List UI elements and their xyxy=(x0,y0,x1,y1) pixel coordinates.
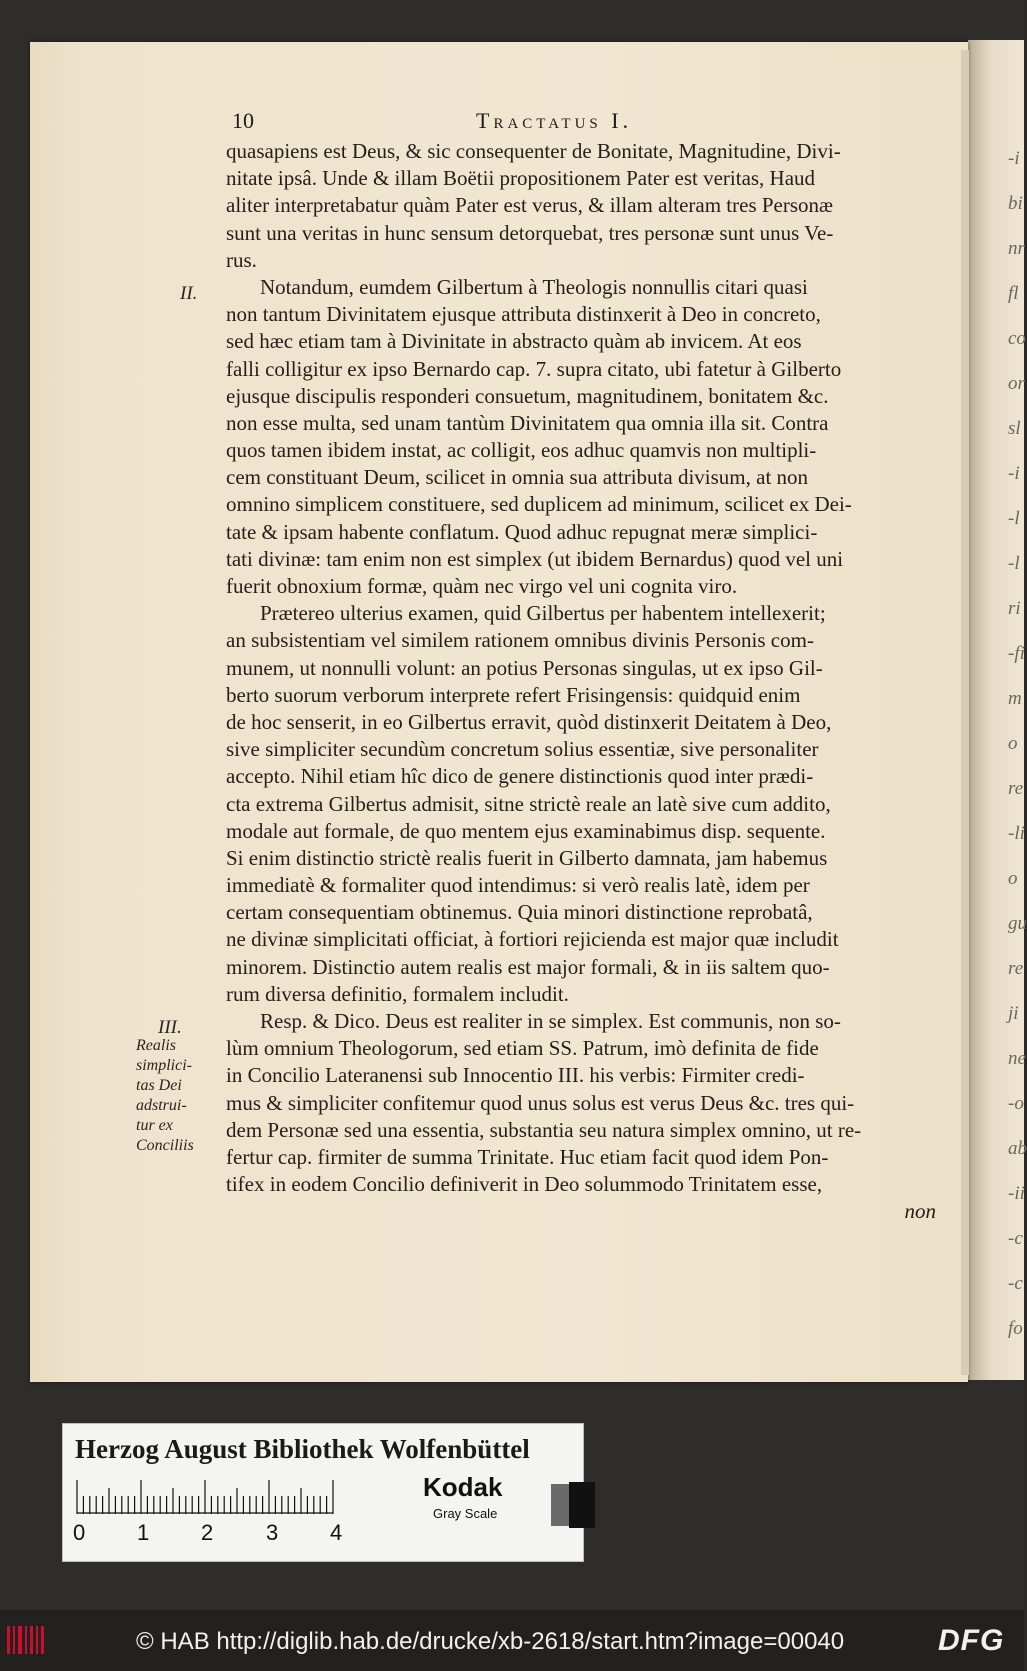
text-line: immediatè & formaliter quod intendimus: si verò realis latè, idem per xyxy=(226,873,810,898)
facing-page-fragment: ab xyxy=(1008,1138,1027,1159)
facing-page-fragment: re xyxy=(1008,778,1024,799)
text-line: accepto. Nihil etiam hîc dico de genere distinctionis quod inter prædi- xyxy=(226,764,814,789)
text-line: quasapiens est Deus, & sic consequenter de Bonitate, Magnitudine, Divi- xyxy=(226,139,841,163)
text-line: rum diversa definitio, formalem includit. xyxy=(226,981,569,1006)
text-line: tati divinæ: tam enim non est simplex (ut ibidem Bernardus) quod vel uni xyxy=(226,546,844,571)
text-line: aliter interpretabatur quàm Pater est verus, & illam alteram tres Personæ xyxy=(226,193,834,218)
gray-scale-label: Gray Scale xyxy=(433,1506,498,1521)
facing-page-edge xyxy=(968,40,1027,1380)
text-line: an subsistentiam vel similem rationem omnibus divinis Personis com- xyxy=(226,628,814,653)
text-line: Si enim distinctio strictè realis fuerit in Gilberto damnata, jam habemus xyxy=(226,845,828,870)
facing-page-fragment: ne xyxy=(1008,1048,1026,1069)
facing-page-fragment: or xyxy=(1008,373,1025,394)
margin-note-line: adstrui- xyxy=(136,1097,187,1114)
scale-ruler xyxy=(75,1480,397,1514)
margin-note-line: Realis xyxy=(136,1037,176,1054)
margin-note-line: Conciliis xyxy=(136,1137,194,1154)
text-line: de hoc senserit, in eo Gilbertus erravit, quòd distinxerit Deitatem à Deo, xyxy=(226,709,832,734)
ruler-number: 1 xyxy=(137,1520,150,1545)
facing-page-fragment: o xyxy=(1008,733,1018,754)
page-number: 10 xyxy=(232,108,254,133)
facing-page-fragment: co xyxy=(1008,328,1026,349)
text-line: fuerit obnoxium formæ, quàm nec virgo vel uni cognita viro. xyxy=(226,574,738,598)
text-line: nitate ipsâ. Unde & illam Boëtii propositionem Pater est veritas, Haud xyxy=(226,166,816,191)
text-line: in Concilio Lateranensi sub Innocentio III. his verbis: Firmiter credi- xyxy=(226,1063,805,1088)
text-line: Resp. & Dico. Deus est realiter in se simplex. Est communis, non so- xyxy=(260,1009,841,1033)
facing-page-fragment: -li xyxy=(1008,823,1025,844)
gray-swatch xyxy=(551,1482,595,1528)
section-number-ii: II. xyxy=(180,283,198,304)
text-line: omnino simplicem constituere, sed duplicem ad minimum, scilicet ex Dei- xyxy=(226,492,852,517)
text-line: non tantum Divinitatem ejusque attributa distinxerit à Deo in concreto, xyxy=(226,302,821,327)
section-number-iii: III. xyxy=(158,1017,182,1038)
facing-page-fragment: -i xyxy=(1008,463,1020,484)
text-line: ne divinæ simplicitati officiat, à fortiori rejicienda est major quæ includit xyxy=(226,927,839,952)
ruler-number: 3 xyxy=(266,1520,279,1545)
facing-page-fragment: nr xyxy=(1008,238,1025,259)
text-line: cem constituant Deum, scilicet in omnia sua attributa divisum, at non xyxy=(226,465,809,490)
page-gutter xyxy=(961,50,969,1375)
dfg-logo: DFG xyxy=(938,1624,1005,1657)
text-line: modale aut formale, de quo mentem ejus examinabimus disp. sequente. xyxy=(226,818,826,843)
facing-page-fragment: o xyxy=(1008,868,1018,889)
footer-bar xyxy=(0,1610,1024,1671)
facing-page-fragment: -fi xyxy=(1008,643,1025,664)
text-line: dem Personæ sed una essentia, substantia seu natura simplex omnino, ut re- xyxy=(226,1117,862,1142)
text-line: berto suorum verborum interprete refert Frisingensis: quidquid enim xyxy=(226,682,801,707)
color-checker-card xyxy=(62,1423,584,1562)
text-line: sed hæc etiam tam à Divinitate in abstracto quàm ab invicem. At eos xyxy=(226,329,802,354)
footer-link[interactable]: © HAB http://diglib.hab.de/drucke/xb-2618/start.htm?image=00040 xyxy=(136,1628,845,1655)
margin-note xyxy=(136,1036,216,1156)
margin-note-line: tur ex xyxy=(136,1117,173,1134)
ruler-number: 2 xyxy=(201,1520,214,1545)
text-line: certam consequentiam obtinemus. Quia minori distinctione reprobatâ, xyxy=(226,900,813,925)
facing-page-fragment: -ii xyxy=(1008,1183,1025,1204)
hab-barcode-icon xyxy=(6,1624,46,1656)
facing-page-fragment: sl xyxy=(1008,418,1021,439)
text-line: sunt una veritas in hunc sensum detorquebat, tres personæ sunt unus Ve- xyxy=(226,220,834,245)
text-line: munem, ut nonnulli volunt: an potius Personas singulas, ut ex ipso Gil- xyxy=(226,655,823,680)
text-line: lùm omnium Theologorum, sed etiam SS. Patrum, imò definita de fide xyxy=(226,1036,819,1061)
text-line: tifex in eodem Concilio definiverit in Deo solummodo Trinitatem esse, xyxy=(226,1172,823,1197)
ruler-numbers xyxy=(75,1520,375,1544)
text-line: sive simpliciter secundùm concretum solius essentiæ, sive personaliter xyxy=(226,737,819,762)
text-line: ejusque discipulis responderi consuetum, magnitudinem, bonitatem &c. xyxy=(226,383,829,408)
text-line: non xyxy=(904,1199,936,1224)
facing-page-fragment: ji xyxy=(1008,1003,1019,1024)
running-title: Tractatus I. xyxy=(476,108,633,133)
text-line: mus & simpliciter confitemur quod unus solus est verus Deus &c. tres qui- xyxy=(226,1090,855,1115)
text-line: Prætereo ulterius examen, quid Gilbertus per habentem intellexerit; xyxy=(260,601,826,626)
facing-page-fragment: -i xyxy=(1008,148,1020,169)
facing-page-fragment: fo xyxy=(1008,1318,1023,1339)
text-line: rus. xyxy=(226,247,257,272)
facing-page-fragment: bi xyxy=(1008,193,1023,214)
facing-page-fragment: -l xyxy=(1008,553,1020,574)
text-line: non esse multa, sed unam tantùm Divinitatem qua omnia illa sit. Contra xyxy=(226,410,829,435)
library-name: Herzog August Bibliothek Wolfenbüttel xyxy=(75,1434,530,1464)
ruler-number: 4 xyxy=(330,1520,343,1545)
margin-note-line: tas Dei xyxy=(136,1077,182,1094)
body-text xyxy=(226,138,936,1226)
kodak-logo: Kodak xyxy=(423,1472,503,1502)
facing-page-fragment: -l xyxy=(1008,508,1020,529)
ruler-number: 0 xyxy=(73,1520,86,1545)
facing-page-fragment: fl xyxy=(1008,283,1019,304)
facing-page-fragment: -o xyxy=(1008,1093,1024,1114)
facing-page-fragment: ri xyxy=(1008,598,1021,619)
margin-note-line: simplici- xyxy=(136,1057,192,1074)
page-header xyxy=(232,108,932,136)
text-line: Notandum, eumdem Gilbertum à Theologis nonnullis citari quasi xyxy=(260,274,808,299)
facing-page-fragment: gu xyxy=(1008,913,1027,934)
facing-page-fragment: re xyxy=(1008,958,1024,979)
facing-page-fragment: -c xyxy=(1008,1273,1023,1294)
text-line: cta extrema Gilbertus admisit, sitne strictè reale an latè sive cum addito, xyxy=(226,791,831,816)
text-line: falli colligitur ex ipso Bernardo cap. 7. supra citato, ubi fatetur à Gilberto xyxy=(226,356,842,381)
facing-page-fragment: m xyxy=(1008,688,1022,709)
text-line: minorem. Distinctio autem realis est major formali, & in iis saltem quo- xyxy=(226,954,830,979)
text-line: quos tamen ibidem instat, ac colligit, eos adhuc quamvis non multipli- xyxy=(226,438,817,463)
text-line: tate & ipsam habente conflatum. Quod adhuc repugnat meræ simplici- xyxy=(226,519,818,544)
facing-page-fragment: -c xyxy=(1008,1228,1023,1249)
text-line: fertur cap. firmiter de summa Trinitate. Huc etiam facit quod idem Pon- xyxy=(226,1144,829,1169)
